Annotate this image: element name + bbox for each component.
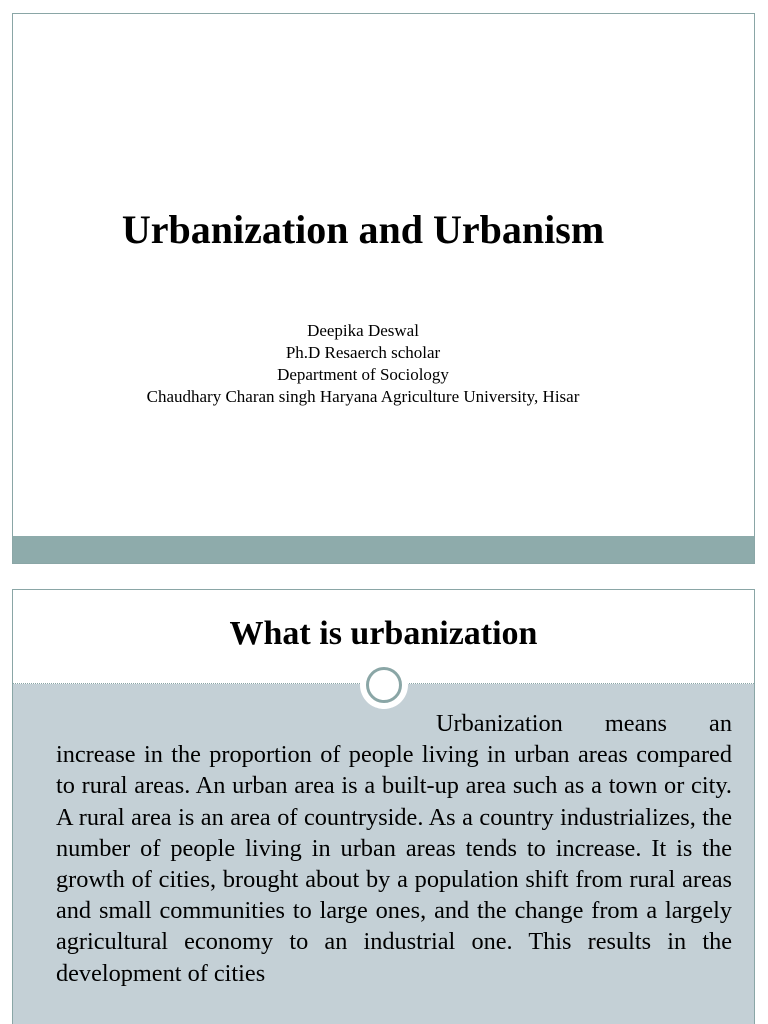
title-slide <box>12 13 755 564</box>
slide-footer-bar <box>13 536 754 563</box>
circle-ornament-ring <box>366 667 402 703</box>
author-block <box>13 320 713 408</box>
presentation-title: Urbanization and Urbanism <box>121 207 605 252</box>
slide-heading: What is urbanization <box>229 615 538 652</box>
author-name: Deepika Deswal <box>307 321 419 340</box>
circle-ornament-icon <box>360 661 408 709</box>
author-position: Ph.D Resaerch scholar <box>285 343 441 362</box>
slide-body-text: Urbanization means an increase in the proportion of people living in urban areas compared to rural areas. An urban area is a built-up area such as a town or city. A rural area is an area of countryside. As a country industrializes, the number of people living in urban areas tends to increase. It is the growth of cities, brought about by a population shift from rural areas and small communities to large ones, and the change from a largely agricultural economy to an industrial one. This results in the development of cities <box>56 710 732 987</box>
author-department: Department of Sociology <box>277 365 449 384</box>
content-slide <box>12 589 755 1024</box>
author-university: Chaudhary Charan singh Haryana Agriculture University, Hisar <box>146 387 580 406</box>
